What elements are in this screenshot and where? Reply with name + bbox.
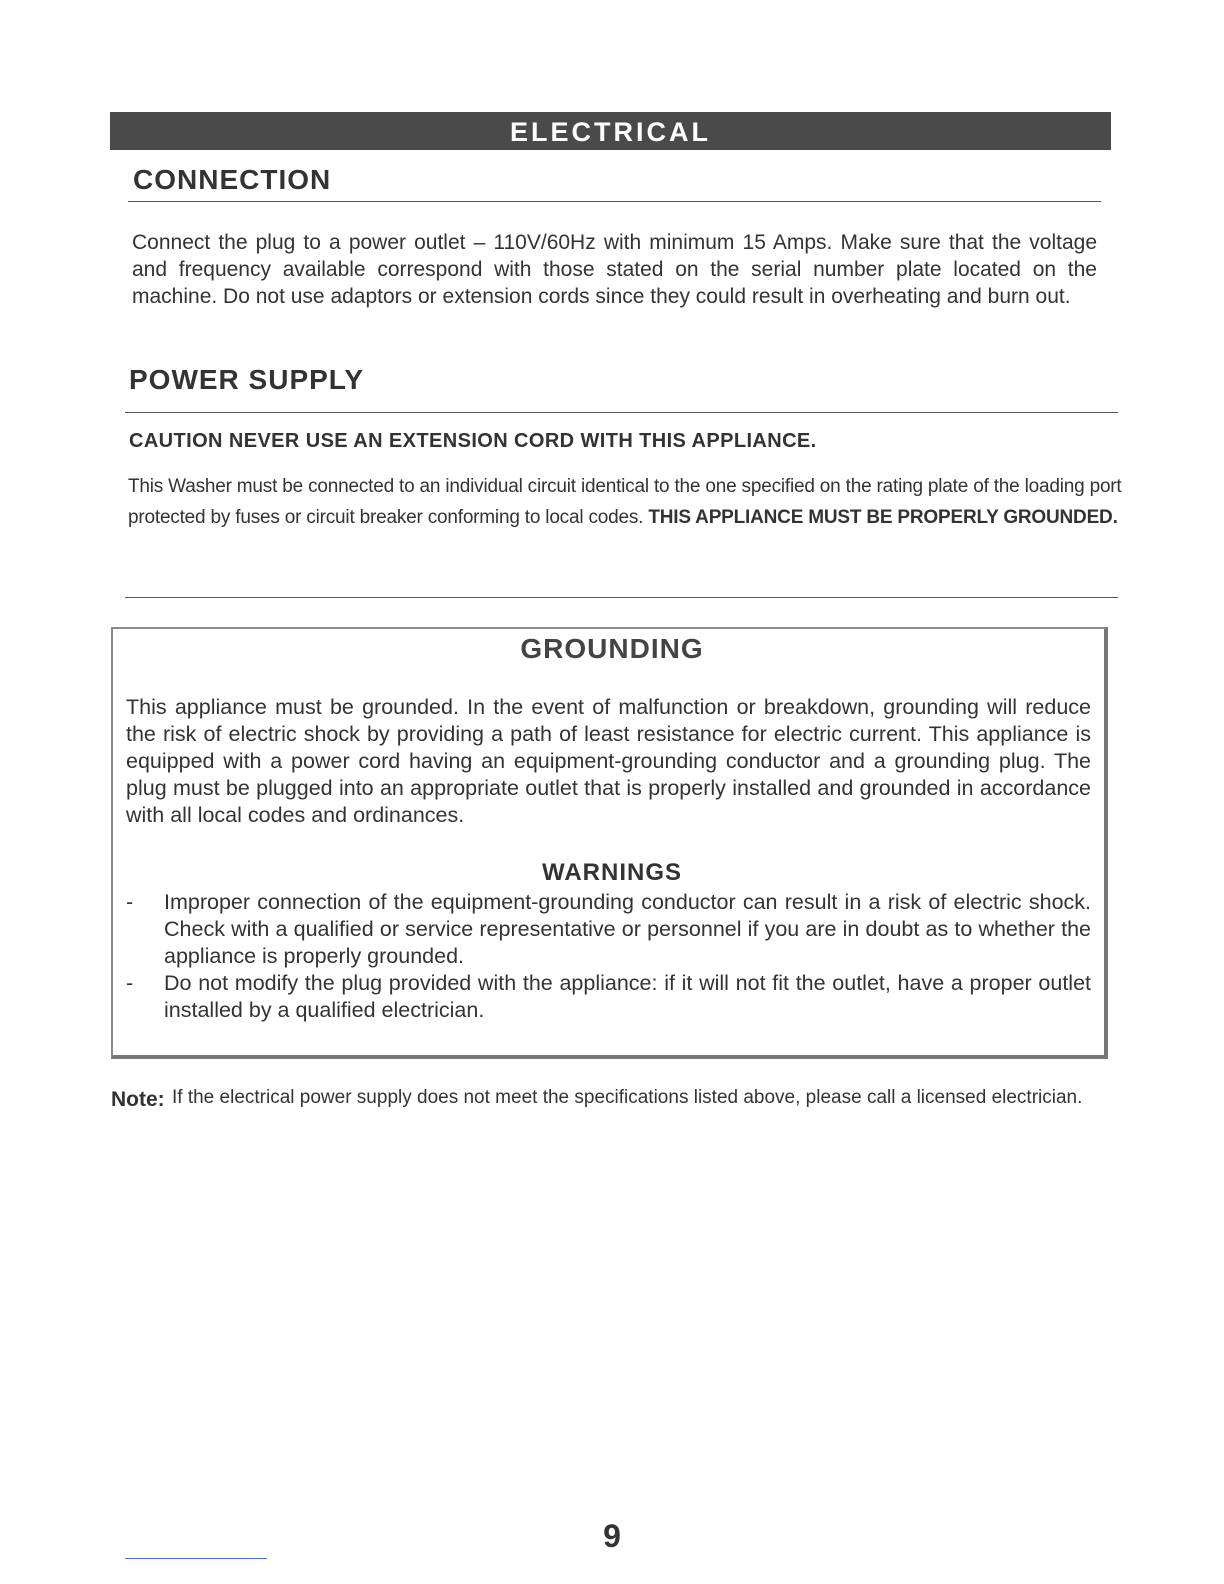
banner-title: ELECTRICAL	[510, 117, 711, 147]
warning-item	[126, 970, 1091, 1024]
footer-rule	[125, 1558, 267, 1559]
warning-bullet: -	[126, 971, 134, 995]
warning-text: Do not modify the plug provided with the appliance: if it will not fit the outlet, have a proper outlet installed by a qualified electrician.	[164, 971, 1091, 1022]
connection-heading: CONNECTION	[133, 164, 332, 195]
warning-text: Improper connection of the equipment-grounding conductor can result in a risk of electric shock. Check with a qualified or service representative or personnel if you are in doubt as to whether the appliance is properly grounded.	[164, 890, 1091, 968]
power-supply-paragraph	[128, 471, 1158, 533]
warning-item	[126, 889, 1091, 970]
connection-divider	[128, 201, 1101, 202]
caution-text: CAUTION NEVER USE AN EXTENSION CORD WITH THIS APPLIANCE.	[129, 430, 817, 452]
grounded-warning: THIS APPLIANCE MUST BE PROPERLY GROUNDED.	[648, 507, 1118, 528]
power-supply-divider	[125, 412, 1118, 413]
grounding-heading: GROUNDING	[520, 633, 704, 664]
section-banner	[110, 112, 1111, 150]
note	[111, 1085, 1101, 1110]
warning-bullet: -	[126, 890, 134, 914]
note-label: Note:	[111, 1088, 165, 1111]
power-supply-body: This Washer must be connected to an individual circuit identical to the one specified on the rating plate of the loading port protected by fuses or circuit breaker conforming to local codes.	[128, 476, 1122, 528]
note-text: If the electrical power supply does not meet the specifications listed above, please call a licensed electrician.	[172, 1087, 1083, 1108]
grounding-paragraph: This appliance must be grounded. In the event of malfunction or breakdown, grounding will reduce the risk of electric shock by providing a path of least resistance for electric current. This appliance is equipped with a power cord having an equipment-grounding conductor and a grounding plug. The plug must be plugged into an appropriate outlet that is properly installed and grounded in accordance with all local codes and ordinances.	[126, 695, 1091, 827]
section-divider	[125, 597, 1118, 598]
warnings-heading: WARNINGS	[542, 859, 682, 886]
power-supply-heading: POWER SUPPLY	[129, 364, 365, 395]
page-number: 9	[603, 1518, 621, 1554]
connection-paragraph: Connect the plug to a power outlet – 110V/60Hz with minimum 15 Amps. Make sure that the voltage and frequency available correspond with those stated on the serial number plate located on the machine. Do not use adaptors or extension cords since they could result in overheating and burn out.	[132, 231, 1097, 308]
